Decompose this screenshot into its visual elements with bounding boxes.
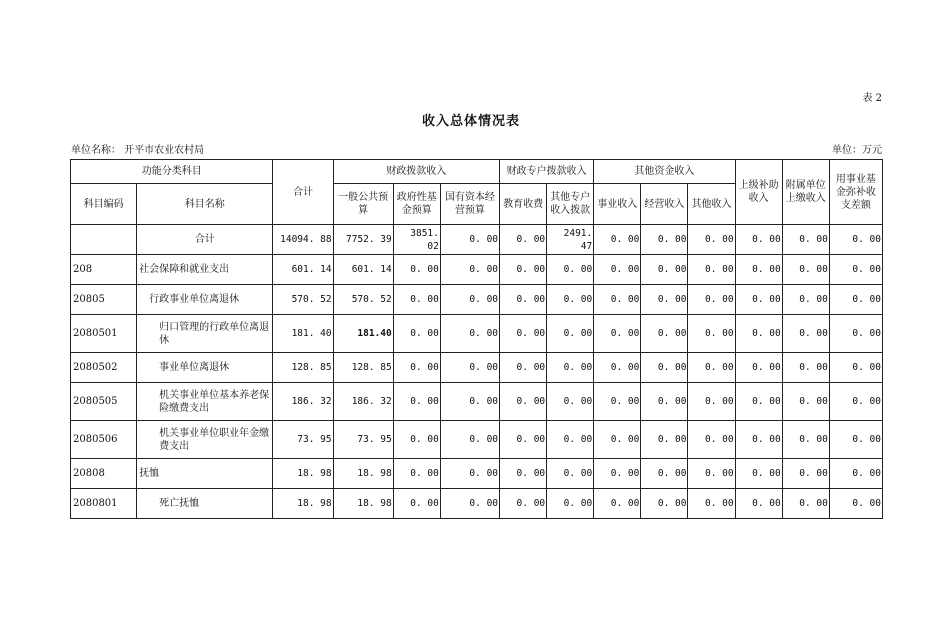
row-value: 601. 14 (333, 255, 393, 285)
header-other-special: 其他专户收入拨款 (547, 184, 594, 225)
row-value: 0. 00 (735, 459, 782, 489)
row-value: 0. 00 (688, 489, 735, 519)
row-code: 2080505 (71, 383, 137, 421)
row-value: 0. 00 (547, 459, 594, 489)
row-value: 0. 00 (641, 225, 688, 255)
row-value: 0. 00 (547, 383, 594, 421)
header-other-income: 其他收入 (688, 184, 735, 225)
row-value: 0. 00 (594, 285, 641, 315)
header-other-funds: 其他资金收入 (594, 160, 735, 184)
row-value: 0. 00 (782, 489, 829, 519)
row-value: 18. 98 (333, 489, 393, 519)
row-value: 73. 95 (273, 421, 333, 459)
row-value: 0. 00 (547, 315, 594, 353)
row-value: 0. 00 (829, 459, 882, 489)
header-edu-fee: 教育收费 (500, 184, 547, 225)
row-value: 0. 00 (735, 315, 782, 353)
table-row (71, 255, 883, 285)
row-value: 0. 00 (440, 459, 499, 489)
row-value: 0. 00 (440, 489, 499, 519)
row-name: 死亡抚恤 (137, 489, 273, 519)
row-value: 0. 00 (829, 315, 882, 353)
page-title: 收入总体情况表 (421, 114, 520, 129)
row-name: 事业单位离退休 (137, 353, 273, 383)
row-value: 0. 00 (735, 489, 782, 519)
row-value: 0. 00 (594, 421, 641, 459)
row-value: 0. 00 (393, 489, 440, 519)
row-value: 0. 00 (500, 421, 547, 459)
row-value: 0. 00 (735, 285, 782, 315)
row-value: 0. 00 (782, 315, 829, 353)
row-value: 0. 00 (735, 255, 782, 285)
row-value: 0. 00 (594, 225, 641, 255)
row-value: 570. 52 (333, 285, 393, 315)
row-value: 0. 00 (393, 383, 440, 421)
row-value: 601. 14 (273, 255, 333, 285)
header-func-class: 功能分类科目 (71, 160, 273, 184)
row-code: 20805 (71, 285, 137, 315)
row-value: 181.40 (333, 315, 393, 353)
row-value: 0. 00 (782, 421, 829, 459)
row-value: 0. 00 (688, 255, 735, 285)
row-value: 0. 00 (688, 421, 735, 459)
row-value: 181. 40 (273, 315, 333, 353)
row-code: 2080801 (71, 489, 137, 519)
row-value: 0. 00 (735, 383, 782, 421)
row-value: 0. 00 (393, 353, 440, 383)
row-value: 0. 00 (500, 255, 547, 285)
header-special: 财政专户拨款收入 (500, 160, 594, 184)
row-value: 0. 00 (594, 489, 641, 519)
row-value: 0. 00 (782, 225, 829, 255)
row-value: 0. 00 (500, 459, 547, 489)
row-value: 0. 00 (594, 459, 641, 489)
table-row (71, 353, 883, 383)
row-value: 0. 00 (829, 353, 882, 383)
row-value: 3851. 02 (393, 225, 440, 255)
table-row (71, 383, 883, 421)
row-value: 0. 00 (440, 383, 499, 421)
row-value: 0. 00 (440, 285, 499, 315)
row-value: 0. 00 (393, 255, 440, 285)
row-value: 0. 00 (500, 285, 547, 315)
row-value: 0. 00 (782, 255, 829, 285)
row-value: 0. 00 (440, 421, 499, 459)
row-value: 0. 00 (547, 489, 594, 519)
row-value: 0. 00 (829, 225, 882, 255)
table-row (71, 285, 883, 315)
header-superior-subsidy: 上级补助收入 (735, 160, 782, 225)
header-fund-makeup: 用事业基金弥补收支差额 (829, 160, 882, 225)
row-code: 208 (71, 255, 137, 285)
row-value: 0. 00 (641, 285, 688, 315)
row-value: 0. 00 (393, 459, 440, 489)
row-value: 0. 00 (500, 383, 547, 421)
row-value: 0. 00 (440, 353, 499, 383)
row-value: 0. 00 (393, 315, 440, 353)
header-code: 科目编码 (71, 184, 137, 225)
row-value: 0. 00 (688, 285, 735, 315)
row-value: 0. 00 (782, 353, 829, 383)
row-value: 14094. 88 (273, 225, 333, 255)
row-value: 18. 98 (333, 459, 393, 489)
row-value: 128. 85 (273, 353, 333, 383)
row-value: 0. 00 (735, 421, 782, 459)
row-name: 合计 (137, 225, 273, 255)
row-code: 2080506 (71, 421, 137, 459)
row-name: 机关事业单位基本养老保险缴费支出 (137, 383, 273, 421)
row-value: 570. 52 (273, 285, 333, 315)
row-value: 0. 00 (688, 353, 735, 383)
header-name: 科目名称 (137, 184, 273, 225)
table-number: 表 2 (862, 93, 882, 104)
row-code: 2080501 (71, 315, 137, 353)
row-value: 0. 00 (688, 225, 735, 255)
row-value: 0. 00 (500, 315, 547, 353)
row-value: 18. 98 (273, 489, 333, 519)
row-value: 0. 00 (440, 255, 499, 285)
row-value: 0. 00 (500, 225, 547, 255)
row-value: 0. 00 (641, 353, 688, 383)
row-value: 18. 98 (273, 459, 333, 489)
row-value: 0. 00 (735, 225, 782, 255)
row-value: 73. 95 (333, 421, 393, 459)
header-general-budget: 一般公共预算 (333, 184, 393, 225)
row-value: 0. 00 (688, 383, 735, 421)
header-affiliated-turnover: 附属单位上缴收入 (782, 160, 829, 225)
table-row (71, 459, 883, 489)
row-name: 抚恤 (137, 459, 273, 489)
row-code (71, 225, 137, 255)
row-value: 0. 00 (594, 383, 641, 421)
row-value: 0. 00 (641, 315, 688, 353)
header-state-capital: 国有资本经营预算 (440, 184, 499, 225)
row-name: 归口管理的行政单位离退休 (137, 315, 273, 353)
row-value: 0. 00 (594, 255, 641, 285)
row-value: 0. 00 (782, 459, 829, 489)
income-table (70, 159, 883, 519)
row-value: 0. 00 (641, 383, 688, 421)
row-name: 行政事业单位离退休 (137, 285, 273, 315)
row-value: 0. 00 (829, 255, 882, 285)
row-value: 0. 00 (594, 315, 641, 353)
row-code: 2080502 (71, 353, 137, 383)
currency-unit: 单位：万元 (832, 145, 882, 156)
row-value: 186. 32 (333, 383, 393, 421)
row-value: 0. 00 (641, 421, 688, 459)
row-value: 0. 00 (547, 255, 594, 285)
row-value: 0. 00 (547, 285, 594, 315)
row-value: 0. 00 (829, 421, 882, 459)
row-value: 0. 00 (500, 489, 547, 519)
row-value: 0. 00 (641, 459, 688, 489)
row-value: 0. 00 (641, 255, 688, 285)
table-row (71, 225, 883, 255)
header-business: 事业收入 (594, 184, 641, 225)
row-value: 0. 00 (782, 383, 829, 421)
row-name: 机关事业单位职业年金缴费支出 (137, 421, 273, 459)
row-value: 0. 00 (688, 459, 735, 489)
row-value: 128. 85 (333, 353, 393, 383)
row-value: 0. 00 (393, 421, 440, 459)
table-row (71, 421, 883, 459)
header-gov-fund: 政府性基金预算 (393, 184, 440, 225)
row-value: 0. 00 (547, 353, 594, 383)
row-value: 7752. 39 (333, 225, 393, 255)
unit-name: 单位名称： 开平市农业农村局 (71, 145, 205, 156)
row-value: 0. 00 (594, 353, 641, 383)
row-value: 0. 00 (735, 353, 782, 383)
row-value: 0. 00 (440, 225, 499, 255)
row-value: 0. 00 (641, 489, 688, 519)
row-code: 20808 (71, 459, 137, 489)
row-value: 0. 00 (547, 421, 594, 459)
row-value: 0. 00 (500, 353, 547, 383)
row-value: 0. 00 (688, 315, 735, 353)
row-value: 0. 00 (440, 315, 499, 353)
header-total: 合计 (273, 160, 333, 225)
header-operating: 经营收入 (641, 184, 688, 225)
row-value: 0. 00 (829, 489, 882, 519)
table-row (71, 315, 883, 353)
row-name: 社会保障和就业支出 (137, 255, 273, 285)
row-value: 2491. 47 (547, 225, 594, 255)
table-row (71, 489, 883, 519)
row-value: 0. 00 (829, 285, 882, 315)
row-value: 186. 32 (273, 383, 333, 421)
row-value: 0. 00 (393, 285, 440, 315)
row-value: 0. 00 (782, 285, 829, 315)
row-value: 0. 00 (829, 383, 882, 421)
header-fiscal: 财政拨款收入 (333, 160, 499, 184)
